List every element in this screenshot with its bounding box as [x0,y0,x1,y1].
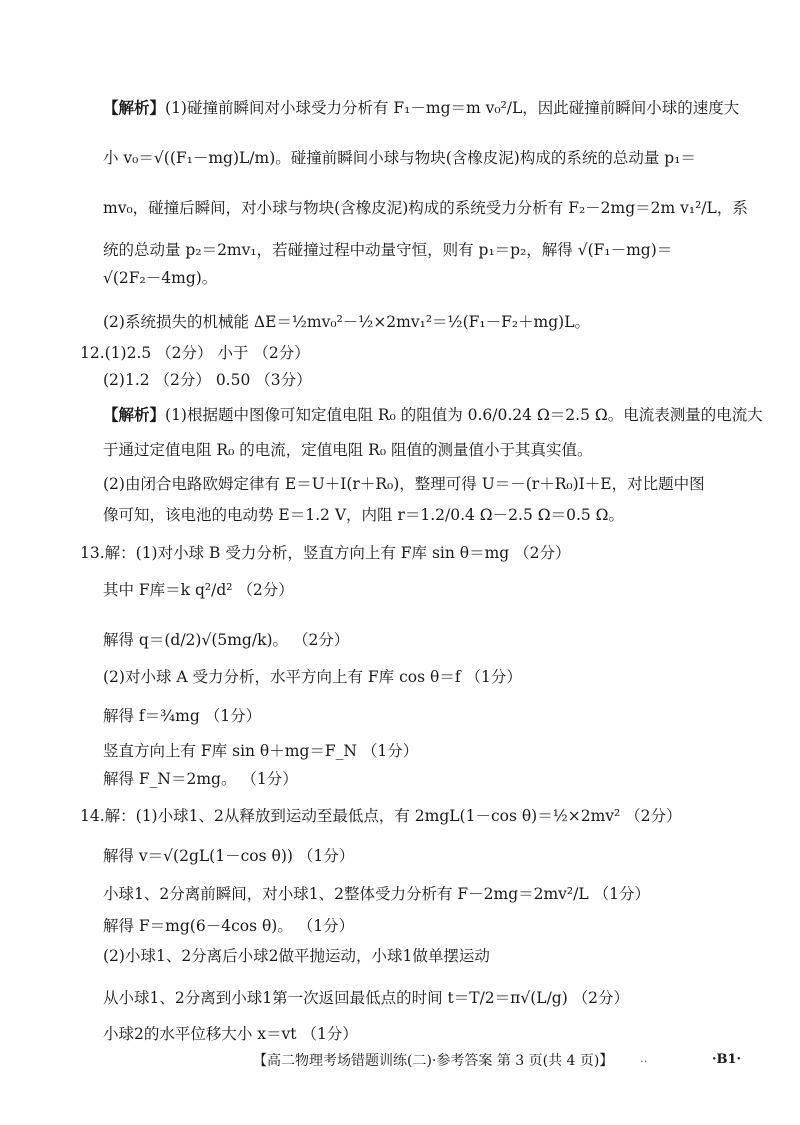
answer-13-line-7: 解得 F_N＝2mg。 （1分） [103,770,298,788]
analysis-line-6: (2)系统损失的机械能 ΔE＝½mv₀²－½×2mv₁²＝½(F₁－F₂＋mg)L。 [103,313,591,331]
answer-14-line-6: 从小球1、2分离到小球1第一次返回最低点的时间 t＝T/2＝π√(L/g) （2分） [103,989,630,1007]
answer-14-line-1: 14.解：(1)小球1、2从释放到运动至最低点，有 2mgL(1－cos θ)＝½×2mv² （2分） [80,807,682,825]
answer-13-line-2: 其中 F库＝k q²/d² （2分） [103,581,294,599]
analysis-line-5: √(2F₂－4mg)。 [103,269,218,287]
analysis-line-1 [103,98,743,118]
analysis-label: 【解析】 [103,405,166,424]
footer-code: ·B1· [712,1052,742,1067]
analysis-12-line-1 [103,405,763,425]
analysis-text: (1)碰撞前瞬间对小球受力分析有 F₁－mg＝m v₀²/L，因此碰撞前瞬间小球的速度大 [165,99,740,117]
answer-13-line-4: (2)对小球 A 受力分析，水平方向上有 F库 cos θ＝f （1分） [103,668,522,686]
analysis-label: 【解析】 [103,98,166,117]
answer-14-line-2: 解得 v＝√(2gL(1－cos θ)) （1分） [103,847,355,865]
analysis-text: (1)根据题中图像可知定值电阻 R₀ 的阻值为 0.6/0.24 Ω＝2.5 Ω。电流表测量的电流大 [165,406,763,424]
answer-13-line-1: 13.解：(1)对小球 B 受力分析，竖直方向上有 F库 sin θ＝mg （2分） [80,544,571,562]
analysis-line-3: mv₀，碰撞后瞬间，对小球与物块(含橡皮泥)构成的系统受力分析有 F₂－2mg＝2m v₁²/L，系 [103,199,748,217]
answer-12-line-2: (2)1.2 （2分） 0.50 （3分） [103,371,312,389]
analysis-12-line-4: 像可知，该电池的电动势 E＝1.2 V，内阻 r＝1.2/0.4 Ω－2.5 Ω＝0.5 Ω。 [103,506,625,524]
analysis-12-line-3: (2)由闭合电路欧姆定律有 E＝U＋I(r＋R₀)，整理可得 U＝－(r＋R₀)I＋E，对比题中图 [103,475,705,493]
answer-14-line-5: (2)小球1、2分离后小球2做平抛运动，小球1做单摆运动 [103,947,490,965]
answer-13-line-6: 竖直方向上有 F库 sin θ＋mg＝F_N （1分） [103,742,419,760]
page-footer: 【高二物理考场错题训练(二)·参考答案 第 3 页(共 4 页)】 [253,1053,614,1069]
answer-14-line-7: 小球2的水平位移大小 x＝vt （1分） [103,1025,358,1043]
answer-12-line-1: 12.(1)2.5 （2分） 小于 （2分） [80,344,310,362]
answer-13-line-3: 解得 q＝(d/2)√(5mg/k)。 （2分） [103,631,350,649]
analysis-line-4: 统的总动量 p₂＝2mv₁，若碰撞过程中动量守恒，则有 p₁＝p₂，解得 √(F₁－mg)＝ [103,241,673,259]
answer-14-line-3: 小球1、2分离前瞬间，对小球1、2整体受力分析有 F－2mg＝2mv²/L （1分） [103,885,650,903]
answer-13-line-5: 解得 f＝¾mg （1分） [103,707,262,725]
analysis-line-2: 小 v₀＝√((F₁－mg)L/m)。碰撞前瞬间小球与物块(含橡皮泥)构成的系统的总动量 p₁＝ [103,149,696,167]
footer-mark: ‥ [640,1052,648,1065]
analysis-12-line-2: 于通过定值电阻 R₀ 的电流，定值电阻 R₀ 阻值的测量值小于其真实值。 [103,441,593,459]
answer-14-line-4: 解得 F＝mg(6－4cos θ)。 （1分） [103,917,355,935]
